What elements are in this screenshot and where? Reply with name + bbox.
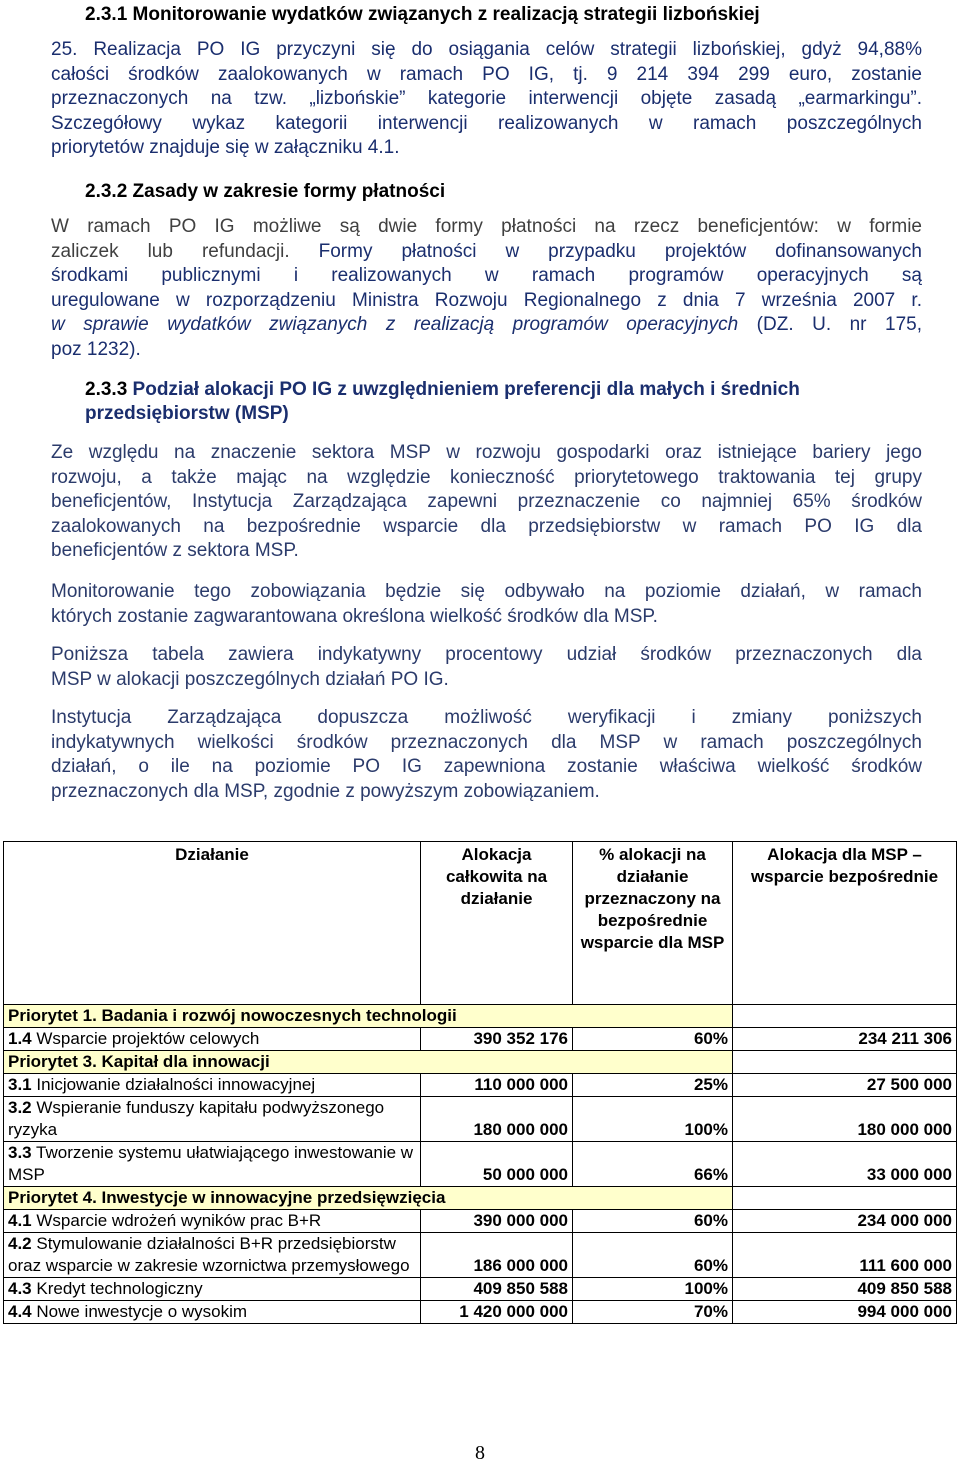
action-number: 4.2 — [8, 1234, 32, 1253]
text-line: środkami publicznymi i realizowanych w ramach programów operacyjnych są — [51, 265, 922, 287]
table-row — [4, 1097, 957, 1142]
allocation-cell: 390 000 000 — [421, 1210, 573, 1233]
msp-allocation-cell: 234 211 306 — [733, 1028, 957, 1051]
text-line: W ramach PO IG możliwe są dwie formy płatności na rzecz beneficjentów: w formie — [51, 216, 922, 237]
text-line: Ze względu na znaczenie sektora MSP w rozwoju gospodarki oraz istniejące bariery jego — [51, 442, 922, 463]
table-row — [4, 1074, 957, 1097]
paragraph-payments — [51, 215, 922, 363]
paragraph-lisbon — [51, 38, 922, 161]
text-line: priorytetów znajduje się w załączniku 4.1. — [51, 137, 400, 159]
text-line: Instytucja Zarządzająca dopuszcza możliwość weryfikacji i zmiany poniższych — [51, 707, 922, 728]
msp-allocation-cell: 994 000 000 — [733, 1301, 957, 1324]
msp-allocation-cell: 234 000 000 — [733, 1210, 957, 1233]
action-number: 4.1 — [8, 1211, 32, 1230]
action-number: 3.2 — [8, 1098, 32, 1117]
action-name-cell — [4, 1278, 421, 1301]
priority-row — [4, 1005, 957, 1028]
msp-allocation-cell: 180 000 000 — [733, 1097, 957, 1142]
allocation-table — [3, 841, 957, 1324]
percent-cell: 66% — [573, 1142, 733, 1187]
text-line: Monitorowanie tego zobowiązania będzie się odbywało na poziomie działań, w ramach — [51, 581, 922, 602]
text-line: MSP w alokacji poszczególnych działań PO IG. — [51, 668, 449, 690]
percent-cell: 60% — [573, 1210, 733, 1233]
action-name-cell — [4, 1301, 421, 1324]
text-line: zaalokowanych na bezpośrednie wsparcie dla przedsiębiorstw w ramach PO IG dla — [51, 515, 922, 537]
action-name: Wsparcie wdrożeń wyników prac B+R — [31, 1211, 322, 1230]
action-name: Tworzenie systemu ułatwiającego inwestowanie w MSP — [8, 1143, 414, 1184]
action-name-cell — [4, 1233, 421, 1278]
action-name: Inicjowanie działalności innowacyjnej — [31, 1075, 316, 1094]
action-name-cell — [4, 1074, 421, 1097]
percent-cell: 100% — [573, 1097, 733, 1142]
text-line: beneficjentów, Instytucja Zarządzająca zapewni przeznaczenie co najmniej 65% środków — [51, 491, 922, 513]
allocation-cell: 50 000 000 — [421, 1142, 573, 1187]
table-row — [4, 1142, 957, 1187]
page-number: 8 — [475, 1442, 485, 1464]
action-name-cell — [4, 1210, 421, 1233]
paragraph-msp — [51, 441, 922, 564]
text-line: Poniższa tabela zawiera indykatywny procentowy udział środków przeznaczonych dla — [51, 644, 922, 665]
percent-cell: 100% — [573, 1278, 733, 1301]
text-line: Szczegółowy wykaz kategorii interwencji realizowanych w ramach poszczególnych — [51, 112, 922, 134]
text-span: zaliczek lub refundacji. — [51, 240, 290, 262]
percent-cell: 70% — [573, 1301, 733, 1324]
action-name: Wspieranie funduszy kapitału podwyższonego ryzyka — [8, 1098, 385, 1139]
text-line: 25. Realizacja PO IG przyczyni się do osiągania celów strategii lizbońskiej, gdyż 94,88% — [51, 39, 922, 60]
text-line: przeznaczonych na tzw. „lizbońskie” kategorie interwencji objęte zasadą „earmarkingu”. — [51, 88, 922, 110]
action-name-cell — [4, 1142, 421, 1187]
priority-row — [4, 1187, 957, 1210]
heading-text: Podział alokacji PO IG z uwzględnieniem preferencji dla małych i średnich — [127, 379, 800, 400]
text-line: poz 1232). — [51, 338, 141, 360]
paragraph-table-intro — [51, 643, 922, 692]
priority-filler — [733, 1187, 957, 1210]
table-row — [4, 1278, 957, 1301]
priority-filler — [733, 1051, 957, 1074]
allocation-cell: 180 000 000 — [421, 1097, 573, 1142]
text-line: rozwoju, a także mając na względzie konieczność priorytetowego traktowania tej grupy — [51, 466, 922, 488]
table-row — [4, 1210, 957, 1233]
text-line — [51, 313, 922, 338]
action-number: 3.1 — [8, 1075, 32, 1094]
action-number: 4.3 — [8, 1279, 32, 1298]
text-line — [51, 240, 922, 265]
text-span: (DZ. U. nr 175, — [738, 314, 923, 336]
priority-label: Priorytet 1. Badania i rozwój nowoczesnych technologii — [4, 1005, 733, 1028]
header-dzialanie: Działanie — [4, 842, 421, 1005]
header-alokacja-msp: Alokacja dla MSP – wsparcie bezpośrednie — [733, 842, 957, 1005]
priority-label: Priorytet 3. Kapitał dla innowacji — [4, 1051, 733, 1074]
percent-cell: 25% — [573, 1074, 733, 1097]
header-alokacja: Alokacja całkowita na działanie — [421, 842, 573, 1005]
table-row — [4, 1301, 957, 1324]
allocation-cell: 186 000 000 — [421, 1233, 573, 1278]
priority-filler — [733, 1005, 957, 1028]
heading-2-3-1: 2.3.1 Monitorowanie wydatków związanych z realizacją strategii lizbońskiej — [85, 4, 760, 25]
percent-cell: 60% — [573, 1028, 733, 1051]
allocation-cell: 390 352 176 — [421, 1028, 573, 1051]
action-name-cell — [4, 1028, 421, 1051]
action-number: 1.4 — [8, 1029, 32, 1048]
percent-cell: 60% — [573, 1233, 733, 1278]
action-number: 3.3 — [8, 1143, 32, 1162]
text-span: Formy płatności w przypadku projektów dofinansowanych — [289, 240, 922, 262]
action-name: Kredyt technologiczny — [31, 1279, 203, 1298]
heading-2-3-3 — [85, 378, 800, 426]
text-line: indykatywnych wielkości środków przeznaczonych dla MSP w ramach poszczególnych — [51, 731, 922, 753]
heading-text: przedsiębiorstw (MSP) — [85, 403, 289, 424]
text-line: całości środków zaalokowanych w ramach PO IG, tj. 9 214 394 299 euro, zostanie — [51, 63, 922, 85]
action-number: 4.4 — [8, 1302, 32, 1321]
action-name-cell — [4, 1097, 421, 1142]
text-line: przeznaczonych dla MSP, zgodnie z powyższym zobowiązaniem. — [51, 780, 600, 802]
allocation-cell: 110 000 000 — [421, 1074, 573, 1097]
text-line: działań, o ile na poziomie PO IG zapewniona zostanie właściwa wielkość środków — [51, 756, 922, 778]
text-line: których zostanie zagwarantowana określona wielkość środków dla MSP. — [51, 605, 658, 627]
action-name: Nowe inwestycje o wysokim — [31, 1302, 248, 1321]
text-span: w sprawie wydatków związanych z realizacją programów operacyjnych — [51, 314, 739, 336]
msp-allocation-cell: 409 850 588 — [733, 1278, 957, 1301]
table-header-row — [4, 842, 957, 1005]
msp-allocation-cell: 111 600 000 — [733, 1233, 957, 1278]
allocation-cell: 1 420 000 000 — [421, 1301, 573, 1324]
text-line: uregulowane w rozporządzeniu Ministra Rozwoju Regionalnego z dnia 7 września 2007 r. — [51, 289, 922, 311]
text-line: beneficjentów z sektora MSP. — [51, 540, 299, 562]
paragraph-verification — [51, 706, 922, 804]
action-name: Wsparcie projektów celowych — [31, 1029, 260, 1048]
priority-row — [4, 1051, 957, 1074]
msp-allocation-cell: 27 500 000 — [733, 1074, 957, 1097]
header-procent: % alokacji na działanie przeznaczony na bezpośrednie wsparcie dla MSP — [573, 842, 733, 1005]
table-body — [4, 1005, 957, 1324]
action-name: Stymulowanie działalności B+R przedsiębiorstw oraz wsparcie w zakresie wzornictwa przemysłowego — [8, 1234, 410, 1275]
table-row — [4, 1028, 957, 1051]
priority-label: Priorytet 4. Inwestycje w innowacyjne przedsięwzięcia — [4, 1187, 733, 1210]
table-row — [4, 1233, 957, 1278]
heading-number: 2.3.3 — [85, 379, 128, 400]
msp-allocation-cell: 33 000 000 — [733, 1142, 957, 1187]
allocation-cell: 409 850 588 — [421, 1278, 573, 1301]
heading-2-3-2: 2.3.2 Zasady w zakresie formy płatności — [85, 181, 446, 202]
paragraph-monitoring — [51, 580, 922, 629]
